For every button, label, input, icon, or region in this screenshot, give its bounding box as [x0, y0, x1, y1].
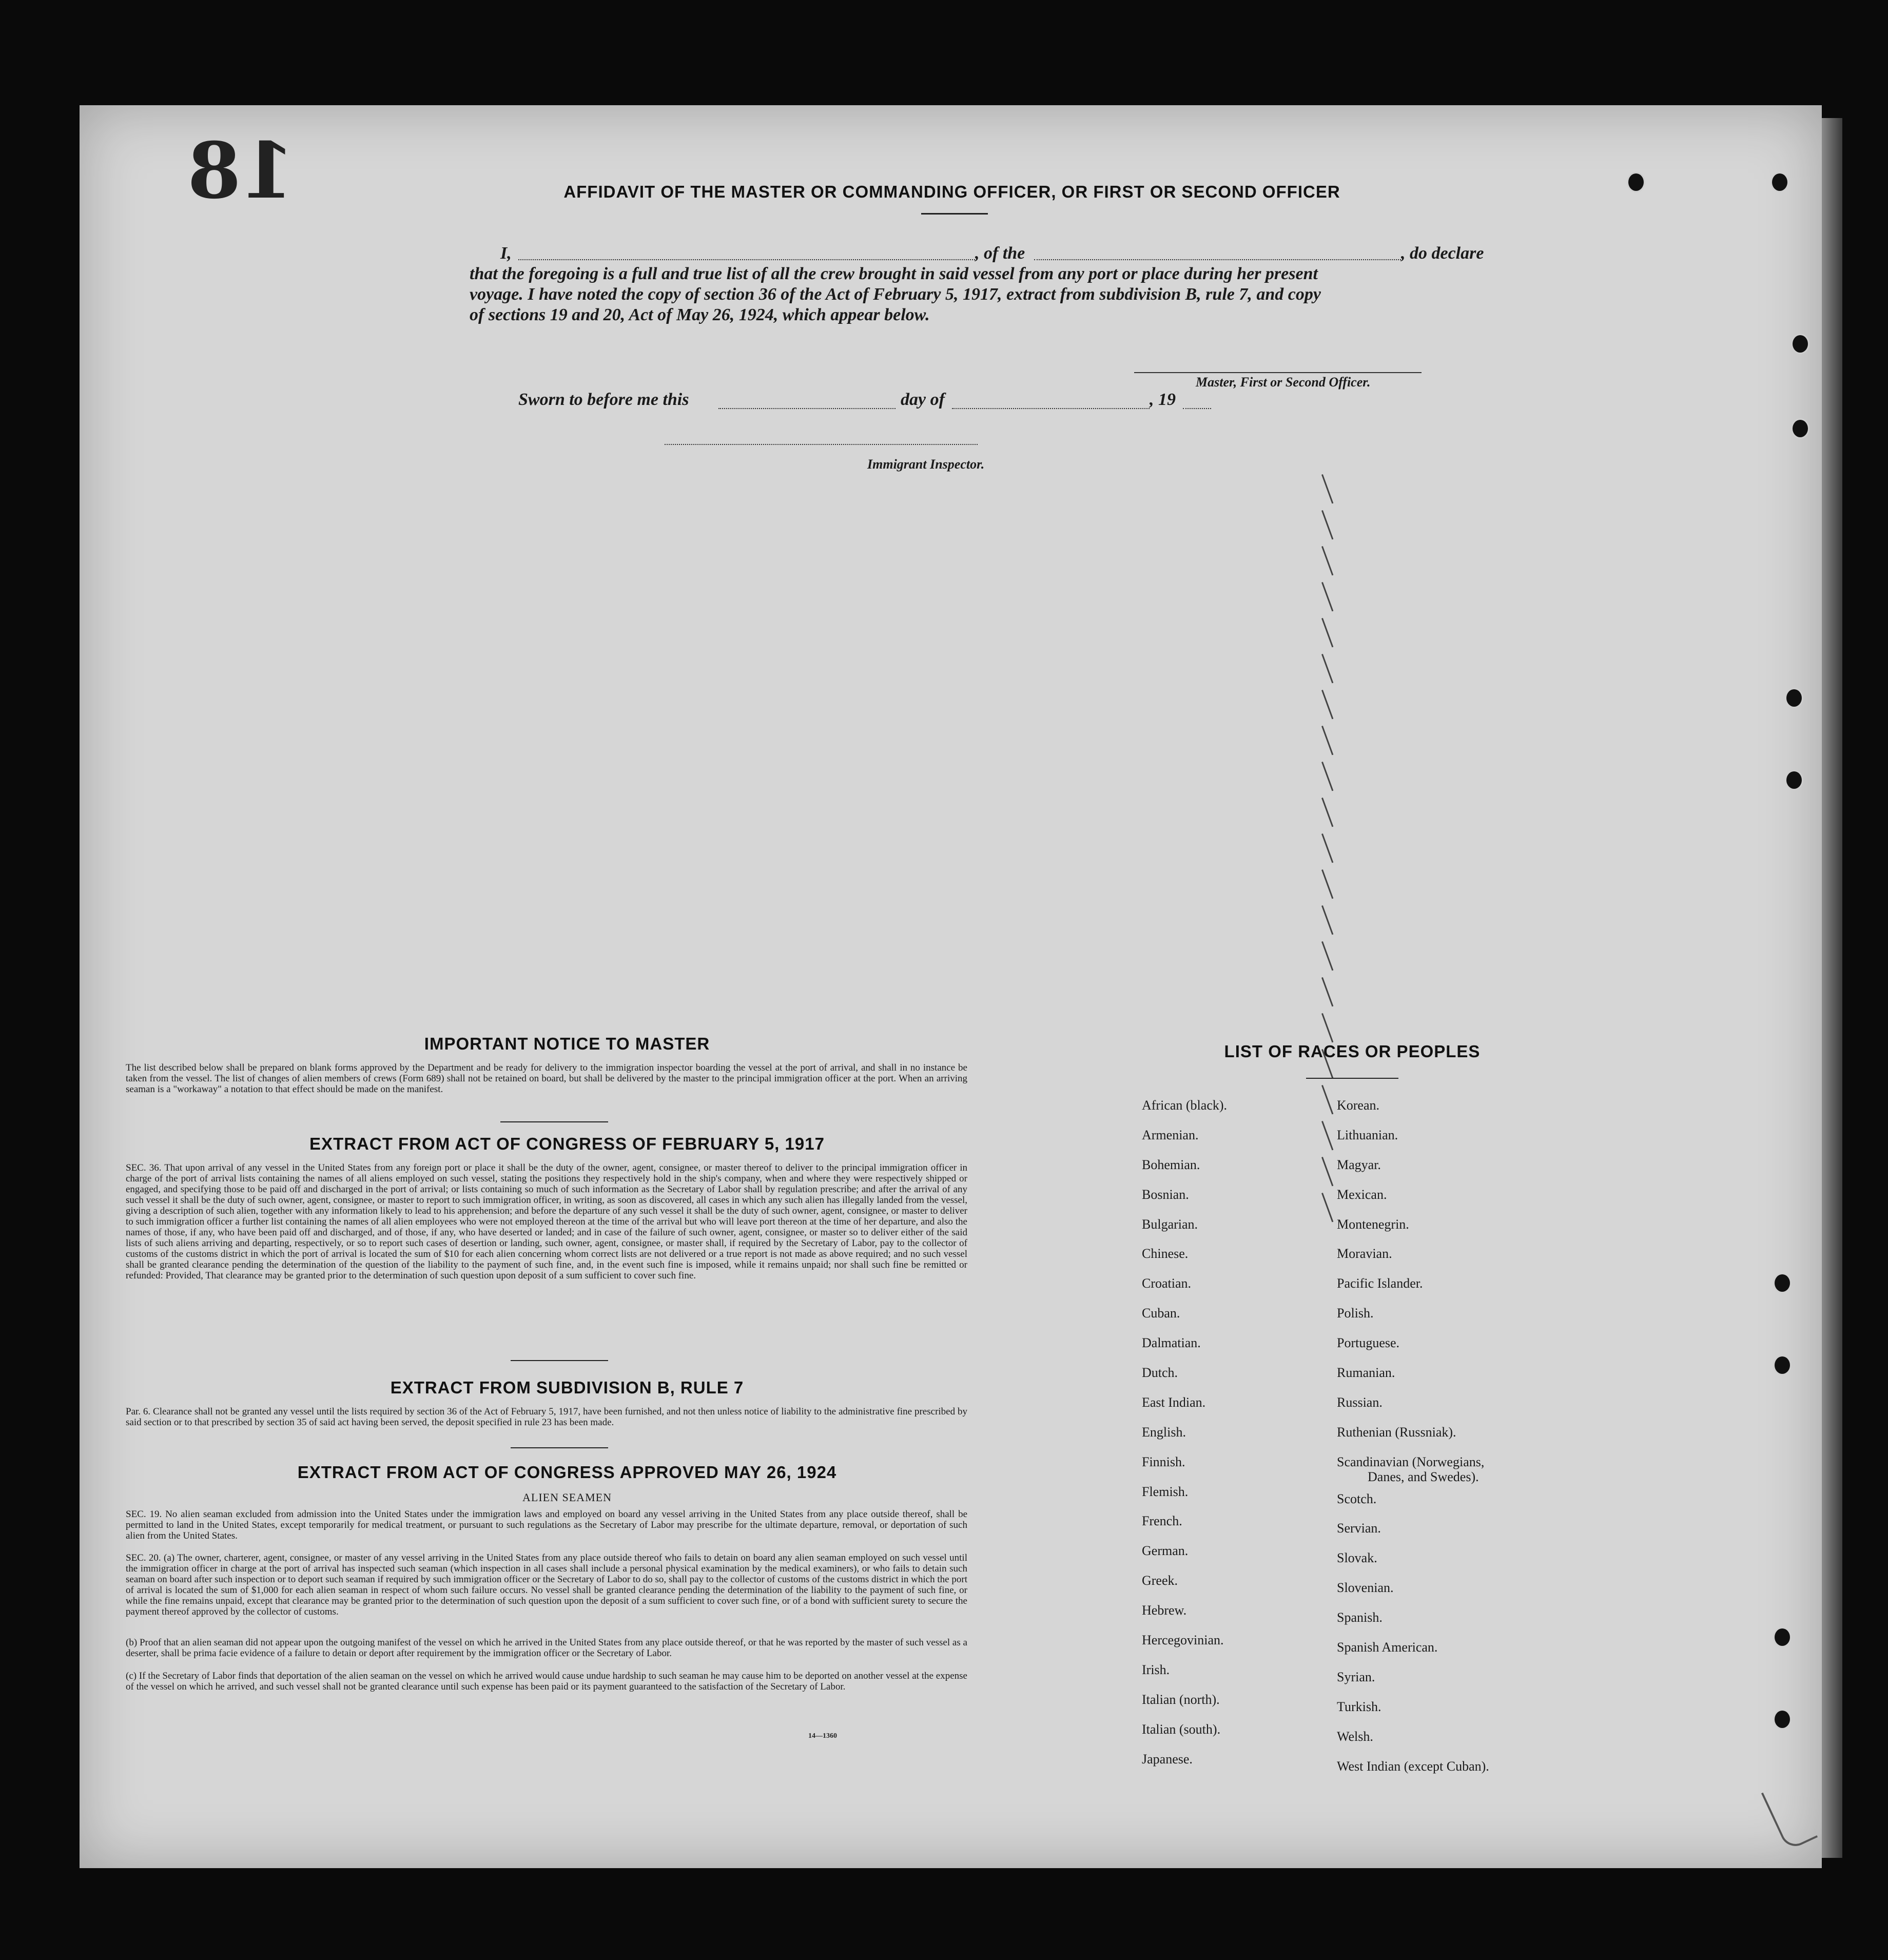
race-item: Hebrew. [1142, 1603, 1187, 1618]
race-item: Montenegrin. [1337, 1216, 1409, 1232]
extract-1924-subtitle: ALIEN SEAMEN [522, 1491, 612, 1504]
race-item: Korean. [1337, 1098, 1380, 1113]
extract-rule7-rule [511, 1447, 608, 1448]
master-signature-label: Master, First or Second Officer. [1196, 375, 1371, 390]
notice-rule [500, 1121, 608, 1122]
race-item: Spanish American. [1337, 1640, 1438, 1655]
race-item: German. [1142, 1543, 1189, 1559]
extract-1917-title: EXTRACT FROM ACT OF CONGRESS OF FEBRUARY 5, 1917 [309, 1134, 825, 1153]
sworn-day-of: day of [901, 390, 945, 409]
race-item: Servian. [1337, 1521, 1381, 1536]
race-item: Mexican. [1337, 1187, 1387, 1202]
race-item: Armenian. [1142, 1127, 1199, 1142]
races-title-rule [1306, 1078, 1398, 1079]
binding-hole [1773, 1627, 1792, 1647]
race-item: Slovenian. [1337, 1580, 1394, 1596]
races-right-column [1337, 1091, 1489, 1781]
manifest-page [80, 105, 1822, 1868]
affidavit-title: AFFIDAVIT OF THE MASTER OR COMMANDING OFFICER, OR FIRST OR SECOND OFFICER [563, 182, 1340, 201]
race-item: French. [1142, 1513, 1182, 1529]
race-item: Greek. [1142, 1573, 1178, 1588]
race-item: Cuban. [1142, 1306, 1180, 1321]
race-item: Dalmatian. [1142, 1335, 1201, 1351]
race-item: Turkish. [1337, 1699, 1381, 1714]
binding-hole [1773, 1709, 1792, 1730]
binding-hole [1785, 688, 1803, 708]
extract-1924-title: EXTRACT FROM ACT OF CONGRESS APPROVED MAY 26, 1924 [297, 1463, 837, 1482]
master-signature-line [1134, 372, 1422, 373]
affidavit-line-3: voyage. I have noted the copy of section 36 of the Act of February 5, 1917, extract from subdivision B, rule 7, and copy [470, 285, 1321, 304]
race-item: Scotch. [1337, 1491, 1377, 1506]
race-item: Magyar. [1337, 1157, 1381, 1172]
affidavit-vessel-blank [1034, 259, 1401, 260]
extract-1917-rule [511, 1360, 608, 1361]
race-item: West Indian (except Cuban). [1337, 1758, 1489, 1774]
extract-rule7-title: EXTRACT FROM SUBDIVISION B, RULE 7 [390, 1378, 744, 1397]
race-item: Irish. [1142, 1662, 1170, 1677]
notice-title: IMPORTANT NOTICE TO MASTER [424, 1034, 710, 1053]
race-item: English. [1142, 1424, 1186, 1440]
race-item: Bohemian. [1142, 1157, 1200, 1172]
race-item: Chinese. [1142, 1246, 1189, 1262]
race-item: Pacific Islander. [1337, 1276, 1423, 1291]
race-item: Bosnian. [1142, 1187, 1189, 1202]
binding-hole [1791, 334, 1809, 354]
extract-1924-sec20b: (b) Proof that an alien seaman did not appear upon the outgoing manifest of the vessel on which he arrived in the United States from any place outside thereof, or that he was reported by the master of such vessel as a deserter, shall be prima facie evidence of a failure to detain or deport after requirement by the immigration officer or the Secretary of Labor. [126, 1637, 967, 1659]
race-item: Hercegovinian. [1142, 1633, 1224, 1648]
race-item: Danes, and Swedes). [1368, 1469, 1479, 1484]
race-item: Lithuanian. [1337, 1127, 1398, 1142]
affidavit-title-rule [921, 213, 988, 215]
sworn-prefix: Sworn to before me this [518, 390, 689, 409]
affidavit-line-2: that the foregoing is a full and true list of all the crew brought in said vessel from any port or place during her present [470, 264, 1318, 283]
binding-hole [1773, 1273, 1792, 1293]
sworn-day-blank [718, 408, 896, 409]
races-title: LIST OF RACES OR PEOPLES [1224, 1042, 1481, 1061]
extract-1924-sec19: SEC. 19. No alien seaman excluded from admission into the United States under the immigration laws and employed on board any vessel arriving in the United States from any place outside thereof, shall be permitted to land in the United States, except temporarily for medical treatment, or pursuant to such regulations as the Secretary of Labor may prescribe for the ultimate departure, removal, or deportation of such alien from the United States. [126, 1509, 967, 1541]
race-item: Finnish. [1142, 1454, 1185, 1469]
handwritten-corner-mark [1761, 1779, 1818, 1851]
inspector-signature-label: Immigrant Inspector. [867, 457, 985, 472]
race-item: Rumanian. [1337, 1365, 1395, 1381]
affidavit-do-declare: , do declare [1401, 244, 1484, 263]
race-item: Portuguese. [1337, 1335, 1400, 1351]
race-item: Italian (north). [1142, 1692, 1220, 1707]
race-item: Italian (south). [1142, 1721, 1221, 1737]
extract-1917-body: SEC. 36. That upon arrival of any vessel in the United States from any foreign port or place it shall be the duty of the owner, agent, consignee, or master thereof to deliver to the principal immigration officer in charge of the port of arrival lists containing the names of all aliens employed on such vessel, stating the positions they respectively hold in the ship's company, when and where they were respectively shipped or engaged, and specifying those to be paid off and discharged in the port of arrival; or lists containing so much of such information as the Secretary of Labor shall by regulation prescribe; and after the arrival of any such vessel it shall be the duty of such owner, agent, consignee, or master to report to such immigration officer, in writing, as soon as discovered, all cases in which any such alien has illegally landed from the vessel, giving a description of such alien, together with any information likely to lead to his apprehension; and before the departure of any such vessel it shall be the duty of such owner, agent, consignee, or master to deliver to such immigration officer a further list containing the names of all alien employees who were not employed thereon at the time of the arrival but who will leave port thereon at the time of her departure, and also the names of those, if any, who have been paid off and discharged, and of those, if any, who have deserted or landed; and in case of the failure of such owner, agent, consignee, or master so to deliver either of the said lists of such aliens arriving and departing, respectively, or so to report such cases of desertion or landing, such owner, agent, consignee, or master shall, if required by the Secretary of Labor, pay to the collector of customs of the customs district in which the port of arrival is located the sum of $10 for each alien concerning whom correct lists are not delivered or a true report is not made as above required; and no such vessel shall be granted clearance pending the determination of the question of the liability to the payment of such fine, and, in the event such fine is imposed, while it remains unpaid; nor shall such fine be remitted or refunded: Provided, That clearance may be granted prior to the determination of such question upon deposit of a sum sufficient to cover such fine. [126, 1162, 967, 1281]
race-item: Bulgarian. [1142, 1216, 1198, 1232]
affidavit-of-the: , of the [975, 244, 1025, 263]
races-left-column [1142, 1091, 1227, 1774]
extract-rule7-body: Par. 6. Clearance shall not be granted any vessel until the lists required by section 36 of the Act of February 5, 1917, have been furnished, and not then unless notice of liability to the administrative fine prescribed by said section or to that prescribed by section 35 of said act having been served, the deposit specified in rule 23 has been made. [126, 1406, 967, 1428]
race-item: African (black). [1142, 1098, 1228, 1113]
race-item: Moravian. [1337, 1246, 1392, 1262]
binding-hole [1791, 418, 1809, 439]
race-item: Slovak. [1337, 1550, 1377, 1566]
race-item: Russian. [1337, 1394, 1383, 1410]
sworn-month-blank [952, 408, 1150, 409]
form-number: 14—1360 [808, 1732, 837, 1740]
inspector-signature-line [665, 444, 978, 445]
binding-hole [1770, 172, 1789, 192]
affidavit-name-blank [518, 259, 975, 260]
notice-body: The list described below shall be prepared on blank forms approved by the Department and be ready for delivery to the immigration inspector boarding the vessel at the port of arrival, and shall in no instance be taken from the vessel. The list of changes of alien members of crews (Form 689) shall not be retained on board, but shall be delivered by the master to the principal immigration officer at the port. When an arriving seaman is a "workaway" a notation to that effect should be made on the manifest. [126, 1062, 967, 1095]
race-item: Syrian. [1337, 1669, 1375, 1684]
extract-1924-sec20a: SEC. 20. (a) The owner, charterer, agent, consignee, or master of any vessel arriving in the United States from any place outside thereof who fails to detain on board any alien seaman employed on such vessel until the immigration officer in charge at the port of arrival has inspected such seaman (which inspection in all cases shall include a personal physical examination by the medical examiners), or who fails to detain such seaman on board after such inspection or to deport such seaman if required by such immigration officer or the Secretary of Labor to do so, shall pay to the collector of customs of the customs district in which the port of arrival is located the sum of $1,000 for each alien seaman in respect of whom such failure occurs. No vessel shall be granted clearance pending the determination of the liability to the payment of such fine, or while the fine remains unpaid, except that clearance may be granted prior to the determination of such question upon the deposit of a sum sufficient to cover such fine, or of a bond with sufficient surety to secure the payment thereof approved by the collector of customs. [126, 1553, 967, 1617]
race-item: Flemish. [1142, 1484, 1189, 1499]
page-number-mark: 18 [187, 126, 295, 216]
race-item: Dutch. [1142, 1365, 1178, 1381]
race-item: Japanese. [1142, 1751, 1193, 1767]
race-item: Welsh. [1337, 1729, 1373, 1744]
page-stack-edge [1822, 118, 1842, 1858]
affidavit-line-4: of sections 19 and 20, Act of May 26, 1924, which appear below. [470, 305, 930, 324]
race-item: Polish. [1337, 1306, 1374, 1321]
binding-hole [1627, 172, 1645, 192]
race-item: Scandinavian (Norwegians, [1337, 1454, 1485, 1469]
affidavit-i: I, [500, 244, 512, 263]
binding-hole [1773, 1355, 1792, 1375]
race-item: Croatian. [1142, 1276, 1192, 1291]
race-item: Ruthenian (Russniak). [1337, 1424, 1456, 1440]
race-item: East Indian. [1142, 1394, 1206, 1410]
binding-hole [1785, 770, 1803, 790]
race-item: Spanish. [1337, 1610, 1383, 1625]
extract-1924-sec20c: (c) If the Secretary of Labor finds that deportation of the alien seaman on the vessel on which he arrived would cause undue hardship to such seaman he may cause him to be deported on another vessel at the expense of the vessel on which he arrived, and such vessel shall not be granted clearance until such expense has been paid or its payment guaranteed to the satisfaction of the Secretary of Labor. [126, 1671, 967, 1692]
sworn-year-blank [1183, 408, 1211, 409]
sworn-year: , 19 [1150, 390, 1176, 409]
